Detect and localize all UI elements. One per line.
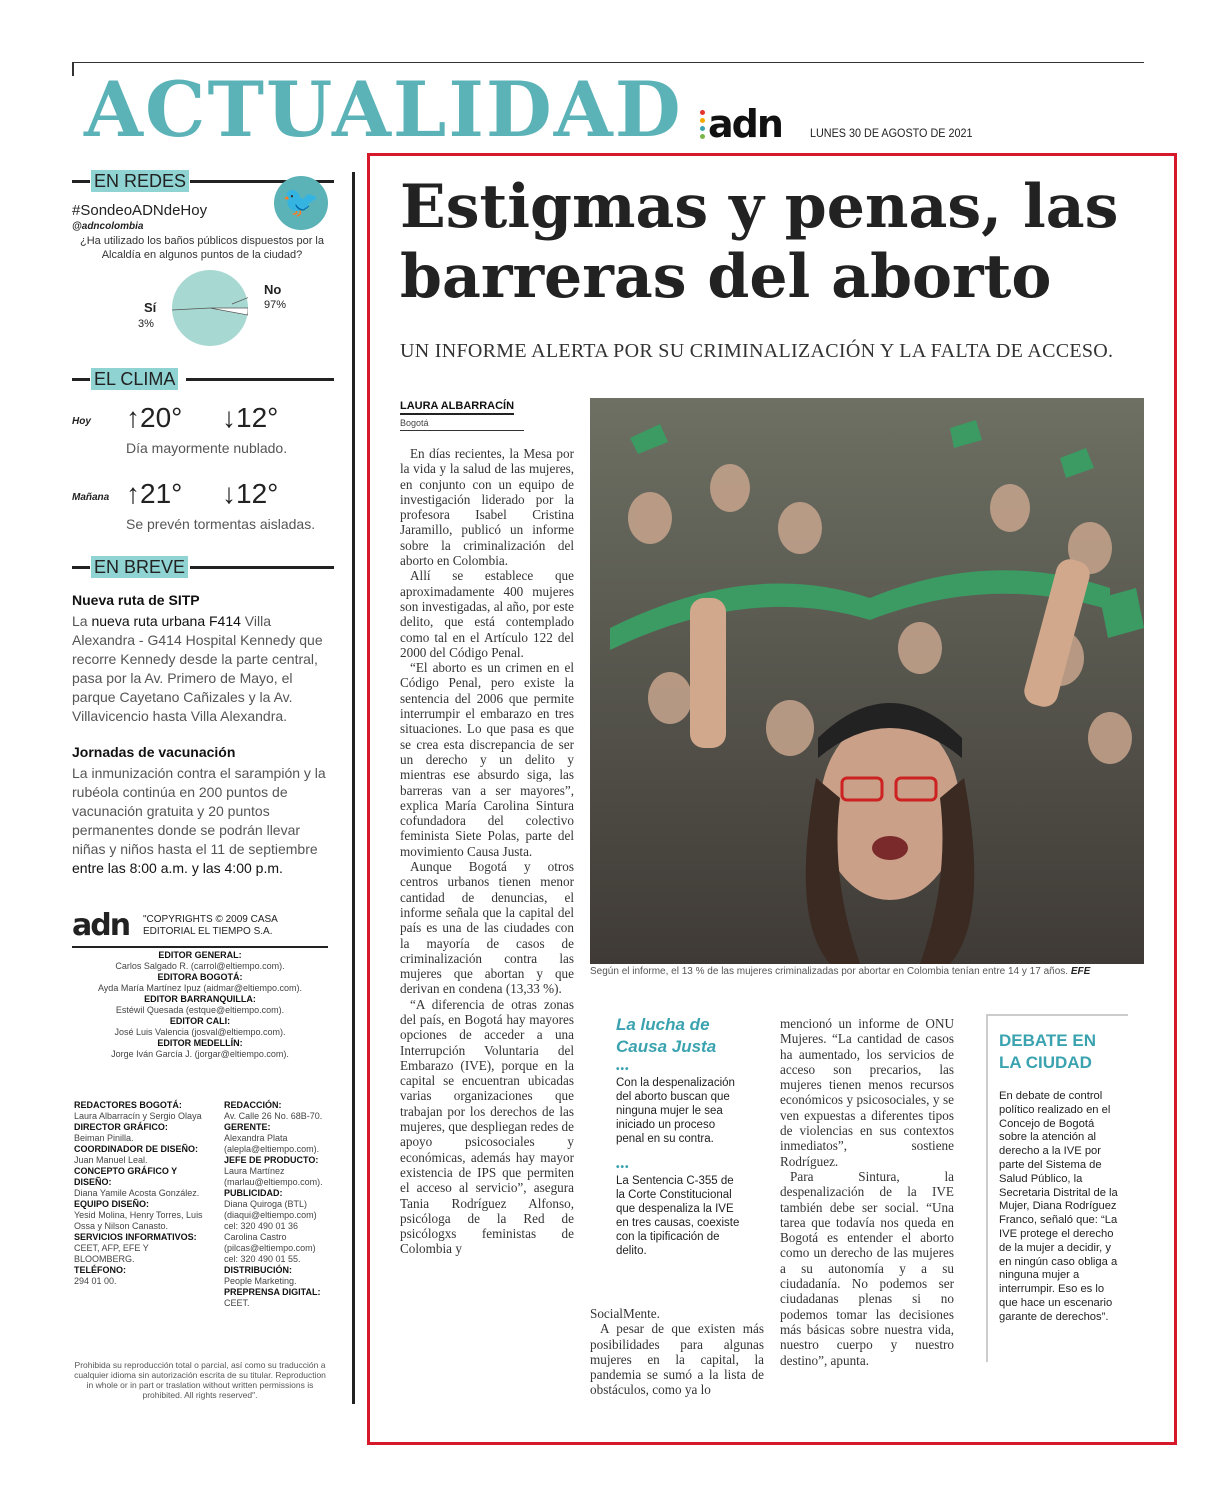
disclaimer: Prohibida su reproducción total o parcial, así como su traducción a cualquier idioma sin autorización escrita de su titular. Reproduction in whole or in part or traslation without written permissions is prohibited. All rights reserved". <box>74 1360 326 1400</box>
staff-left: REDACTORES BOGOTÁ: Laura Albarracín y Sergio Olaya DIRECTOR GRÁFICO: Beiman Pinilla. COORDINADOR DE DISEÑO: Juan Manuel Leal. CONCEPTO GRÁFICO Y DISEÑO: Diana Yamile Acosta González. EQUIPO DISEÑO: Yesid Molina, Henry Torres, Luis Ossa y Nilson Canasto. SERVICIOS INFORMATIVOS: CEET, AFP, EFE Y BLOOMBERG. TELÉFONO: 294 01 00. <box>74 1100 203 1286</box>
article-column-3 <box>780 1016 954 1368</box>
poll-pie-chart <box>72 270 332 360</box>
section-title: ACTUALIDAD <box>84 65 683 154</box>
breve-title: Jornadas de vacunación <box>72 744 236 760</box>
paragraph: Para Sintura, la despenalización de la IVE también debe ser social. “Una tarea que todavía nos queda en Bogotá es entender el aborto como un derecho de las mujeres a su autonomía y a su ciudadanía. No podemos ser ciudadanas plenas si no podemos tomar las decisiones más básicas sobre nuestra vida, nuestro cuerpo y nuestro destino”, apunta. <box>780 1168 954 1368</box>
sidebar-point: La Sentencia C-355 de la Corte Constitucional que despenaliza la IVE en tres causas, coexiste con la tipificación de delito. <box>616 1175 740 1257</box>
photo-caption: Según el informe, el 13 % de las mujeres criminalizadas por abortar en Colombia tenían entre 14 y 17 años. EFE <box>590 966 1091 977</box>
poll-question: ¿Ha utilizado los baños públicos dispuestos por la Alcaldía en algunos puntos de la ciudad? <box>80 235 324 261</box>
logo-text: adn <box>708 102 782 146</box>
left-sidebar <box>72 170 332 878</box>
credits-logo: adn <box>72 908 130 943</box>
clima-desc: Se prevén tormentas aisladas. <box>126 516 316 532</box>
staff-right: REDACCIÓN: Av. Calle 26 No. 68B-70. GERENTE: Alexandra Plata (aleplа@eltiempo.com). JEFE DE PRODUCTO: Laura Martínez (marlau@eltiempo.com). PUBLICIDAD: Diana Quiroga (BTL) (diaqui@eltiempo.com) cel: 320 490 01 36 Carolina Castro (pilcas@eltiempo.com) cel: 320 490 01 55. DISTRIBUCIÓN: People Marketing. PREPRENSA DIGITAL: CEET. <box>224 1100 323 1308</box>
redes-heading: EN REDES <box>72 170 332 192</box>
paragraph: “A diferencia de otras zonas del país, en Bogotá hay mayores opciones de acceder a una Interrupción Voluntaria del Embarazo (IVE), porque en la capital se encuentran ubicadas varias organizaciones que trabajan por los derechos de las mujeres, que despliegan redes de apoyo psicosociales y económicas, además hay mayor existencia de IPS que permiten el acceso al servicio”, asegura Tania Rodríguez Alfonso, psicóloga de la Red de psicólogxs feministas de Colombia y <box>400 996 574 1257</box>
article-headline: Estigmas y penas, las barreras del aborto <box>400 172 1119 312</box>
logo-dots <box>700 110 705 142</box>
paragraph: Aunque Bogotá y otros centros urbanos tienen menor cantidad de denuncias, el informe señala que la capital del país es una de las ciudades con la mayoría de casos de criminalización contra las mujeres que abortan y que derivan en condena (13,33 %). <box>400 859 574 997</box>
editors-list <box>72 950 328 1060</box>
editor-entry: EDITORA BOGOTÁ: Ayda María Martínez Ipuz (aidmar@eltiempo.com). <box>97 972 303 993</box>
pie-si-label: Sí <box>144 300 157 315</box>
debate-text: En debate de control político realizado en el Concejo de Bogotá sobre la atención al derecho a la IVE por parte del Sistema de Salud Público, la Secretaria Distrital de la Mujer, Diana Rodríguez Franco, señaló que: “La IVE protege el derecho de la mujer a decidir, y en ningún caso obliga a ninguna mujer a interrumpir. Eso es lo que hace un escenario garante de derechos”. <box>999 1090 1118 1323</box>
clima-day: Hoy <box>72 416 91 427</box>
article-city: Bogotá <box>400 418 524 431</box>
clima-tomorrow <box>72 472 332 548</box>
paragraph: A pesar de que existen más posibilidades para algunas mujeres en la capital, la pandemia se sumó a la lista de obstáculos, como ya lo <box>590 1321 764 1398</box>
clima-max: ↑20° <box>126 402 183 433</box>
top-rule <box>72 62 1144 63</box>
editor-entry: EDITOR MEDELLÍN: Jorge Iván García J. (jorgar@eltiempo.com). <box>111 1038 289 1059</box>
issue-date: LUNES 30 DE AGOSTO DE 2021 <box>810 126 973 140</box>
adn-logo <box>708 104 782 144</box>
pie-si-value: 3% <box>138 318 154 330</box>
editor-entry: EDITOR BARRANQUILLA: Estéwil Quesada (estque@eltiempo.com). <box>115 994 285 1015</box>
paragraph: Allí se establece que aproximadamente 400 mujeres son investigadas, al año, por este delito, que está contemplado como tal en el Artículo 122 del 2000 del Código Penal. <box>400 568 574 660</box>
clima-min: ↓12° <box>222 478 279 509</box>
paragraph: “El aborto es un crimen en el Código Penal, pero existe la sentencia del 2006 que permite interrumpir el embarazo en tres situaciones. Lo que pasa es que se crea esta discrepancia de ser un derecho y un delito y mientras ese absurdo siga, las barreras van a ser mayores”, explica María Carolina Sintura cofundadora del colectivo feminista Siete Polas, parte del movimiento Causa Justa. <box>400 660 574 859</box>
pie-si-slice <box>172 270 248 346</box>
clima-min: ↓12° <box>222 402 279 433</box>
clima-heading: EL CLIMA <box>72 368 332 390</box>
photo-credit: EFE <box>1070 966 1091 977</box>
article-author: LAURA ALBARRACÍN <box>400 400 514 415</box>
paragraph: SocialMente. <box>590 1306 660 1321</box>
sidebar-heading: La lucha de Causa Justa <box>616 1015 717 1056</box>
editor-entry: EDITOR GENERAL: Carlos Salgado R. (carrol@eltiempo.com). <box>115 950 285 971</box>
clima-day: Mañana <box>72 492 110 503</box>
protest-photo-illustration <box>590 398 1144 964</box>
credits-rule <box>72 946 328 948</box>
breve-text: La inmunización contra el sarampión y la rubéola continúa en 200 puntos de vacunación gratuita y 20 puntos permanentes donde se podrán llevar niñas y niños hasta el 11 de septiembre entre las 8:00 a.m. y las 4:00 p.m. <box>72 765 326 876</box>
poll-handle: @adncolombia <box>72 221 144 232</box>
breve-heading: EN BREVE <box>72 556 332 578</box>
breve-text: La nueva ruta urbana F414 Villa Alexandra - G414 Hospital Kennedy que recorre Kennedy desde la parte central, pasa por la Av. Primero de Mayo, el parque Cayetano Cañizales y la Av. Villavicencio hasta Villa Alexandra. <box>72 613 323 724</box>
column-divider <box>352 172 355 1404</box>
pie-no-value: 97% <box>264 299 287 311</box>
editor-entry: EDITOR CALI: José Luis Valencia (josval@eltiempo.com). <box>114 1016 286 1037</box>
bullet-dots: ••• <box>616 1064 630 1075</box>
bullet-dots: ••• <box>616 1162 630 1173</box>
article-column-2 <box>590 1306 764 1398</box>
twitter-icon: 🐦 <box>274 176 328 230</box>
clima-desc: Día mayormente nublado. <box>126 440 288 456</box>
clima-today <box>72 396 332 472</box>
breve-title: Nueva ruta de SITP <box>72 592 200 608</box>
credits-copyright: "COPYRIGHTS © 2009 CASA EDITORIAL EL TIEMPO S.A. <box>143 914 278 937</box>
article-photo <box>590 398 1144 964</box>
sidebar-point: Con la despenalización del aborto buscan que ninguna mujer le sea iniciado un proceso penal en su contra. <box>616 1077 735 1145</box>
top-rule-tick <box>72 62 74 76</box>
pie-no-label: No <box>264 282 282 297</box>
clima-max: ↑21° <box>126 478 183 509</box>
debate-title: DEBATE EN LA CIUDAD <box>999 1031 1096 1072</box>
paragraph: mencionó un informe de ONU Mujeres. “La cantidad de casos ha aumentado, los servicios de acceso son precarios, las mujeres tienen menos recursos económicos y psicosociales, y se ven expuestas a diferentes tipos de violencias en sus contextos inmediatos”, sostiene Rodríguez. <box>780 1016 954 1169</box>
article-column-1 <box>400 446 574 1257</box>
poll-hashtag: #SondeoADNdeHoy <box>72 202 208 219</box>
article-subhead: UN INFORME ALERTA POR SU CRIMINALIZACIÓN Y LA FALTA DE ACCESO. <box>400 340 1114 362</box>
paragraph: En días recientes, la Mesa por la vida y la salud de las mujeres, en conjunto con un equipo de investigación liderado por la profesora Isabel Cristina Jaramillo, publicó un informe sobre la criminalización del aborto en Colombia. <box>400 446 574 569</box>
